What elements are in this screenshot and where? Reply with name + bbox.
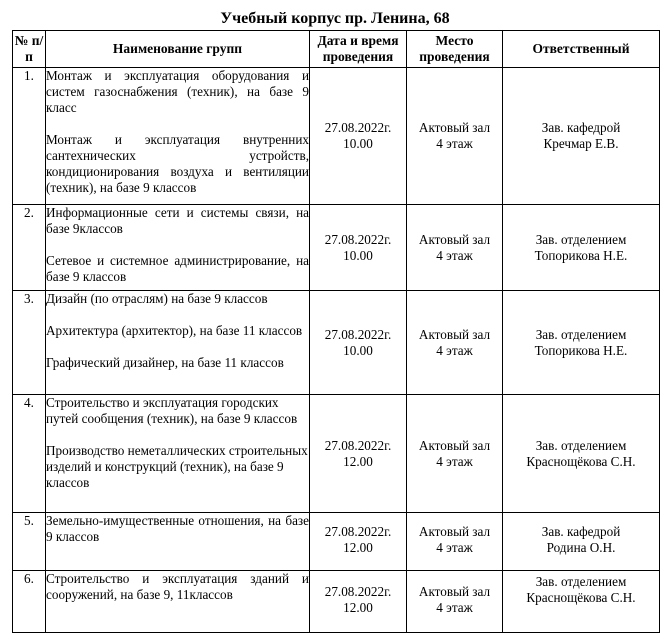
responsible-title: Зав. отделением xyxy=(535,574,627,589)
responsible-title: Зав. отделением xyxy=(535,231,627,247)
place-floor: 4 этаж xyxy=(436,136,473,151)
responsible-cell xyxy=(503,571,660,633)
responsible-title: Зав. отделением xyxy=(535,326,627,342)
group-name: Графический дизайнер, на базе 11 классов xyxy=(46,355,284,370)
event-time: 10.00 xyxy=(343,136,373,151)
place-cell xyxy=(407,571,503,633)
datetime-cell xyxy=(310,571,407,633)
group-name: Монтаж и эксплуатация оборудования и систем газоснабжения (техник), на базе 9 класс xyxy=(46,68,309,115)
table-row xyxy=(13,513,660,571)
event-date: 27.08.2022г. xyxy=(324,583,392,599)
place-floor: 4 этаж xyxy=(436,342,473,358)
responsible-title: Зав. кафедрой xyxy=(541,120,621,135)
group-name: Строительство и эксплуатация зданий и сооружений, на базе 9, 11классов xyxy=(46,571,309,602)
group-name: Производство неметаллических строительных изделий и конструкций (техник), на базе 9 классов xyxy=(46,443,308,490)
event-time: 12.00 xyxy=(343,453,373,469)
place-floor: 4 этаж xyxy=(436,453,473,469)
place-room: Актовый зал xyxy=(418,583,491,599)
event-time: 12.00 xyxy=(343,539,373,555)
event-time: 12.00 xyxy=(343,599,373,615)
place-cell xyxy=(407,513,503,571)
place-room: Актовый зал xyxy=(418,523,491,539)
event-date: 27.08.2022г. xyxy=(324,523,392,539)
header-responsible: Ответственный xyxy=(503,31,660,68)
place-floor: 4 этаж xyxy=(436,247,473,263)
header-place: Место проведения xyxy=(407,31,503,68)
schedule-table xyxy=(12,30,660,633)
place-room: Актовый зал xyxy=(418,120,491,135)
datetime-cell xyxy=(310,205,407,291)
group-name: Строительство и эксплуатация городских путей сообщения (техник), на базе 9 классов xyxy=(46,395,298,426)
event-date: 27.08.2022г. xyxy=(324,231,392,247)
place-floor: 4 этаж xyxy=(436,539,473,555)
place-room: Актовый зал xyxy=(418,231,491,247)
responsible-title: Зав. отделением xyxy=(535,437,627,453)
datetime-cell xyxy=(310,513,407,571)
group-names xyxy=(46,68,310,205)
row-number: 2. xyxy=(13,205,46,291)
responsible-cell xyxy=(503,395,660,513)
group-name: Дизайн (по отраслям) на базе 9 классов xyxy=(46,291,268,306)
responsible-name: Топорикова Н.Е. xyxy=(534,247,628,263)
responsible-cell xyxy=(503,205,660,291)
group-names xyxy=(46,513,310,571)
responsible-name: Родина О.Н. xyxy=(546,539,616,555)
row-number: 4. xyxy=(13,395,46,513)
datetime-cell xyxy=(310,291,407,395)
row-number: 5. xyxy=(13,513,46,571)
group-names xyxy=(46,571,310,633)
responsible-name: Краснощёкова С.Н. xyxy=(526,590,636,605)
event-date: 27.08.2022г. xyxy=(324,326,392,342)
event-time: 10.00 xyxy=(343,247,373,263)
responsible-name: Топорикова Н.Е. xyxy=(534,342,628,358)
responsible-cell xyxy=(503,68,660,205)
place-room: Актовый зал xyxy=(418,437,491,453)
place-cell xyxy=(407,291,503,395)
responsible-name: Краснощёкова С.Н. xyxy=(526,453,636,469)
header-datetime: Дата и время проведения xyxy=(310,31,407,68)
responsible-title: Зав. кафедрой xyxy=(541,523,621,539)
event-date: 27.08.2022г. xyxy=(324,120,392,135)
page-title: Учебный корпус пр. Ленина, 68 xyxy=(220,10,450,27)
group-names xyxy=(46,291,310,395)
table-row xyxy=(13,291,660,395)
group-name: Сетевое и системное администрирование, на базе 9 классов xyxy=(46,253,309,284)
place-floor: 4 этаж xyxy=(436,599,473,615)
group-name: Земельно-имущественные отношения, на базе 9 классов xyxy=(46,513,309,544)
row-number: 6. xyxy=(13,571,46,633)
header-name: Наименование групп xyxy=(46,31,310,68)
table-row xyxy=(13,68,660,205)
event-date: 27.08.2022г. xyxy=(324,437,392,453)
place-cell xyxy=(407,205,503,291)
table-row xyxy=(13,395,660,513)
header-num: № п/п xyxy=(13,31,46,68)
group-name: Информационные сети и системы связи, на базе 9классов xyxy=(46,205,309,236)
responsible-cell xyxy=(503,513,660,571)
responsible-name: Кречмар Е.В. xyxy=(543,136,619,151)
datetime-cell xyxy=(310,395,407,513)
datetime-cell xyxy=(310,68,407,205)
place-cell xyxy=(407,395,503,513)
group-names xyxy=(46,205,310,291)
row-number: 3. xyxy=(13,291,46,395)
group-name: Архитектура (архитектор), на базе 11 классов xyxy=(46,323,303,338)
table-row xyxy=(13,571,660,633)
group-name: Монтаж и эксплуатация внутренних сантехнических устройств, кондиционирования воздуха и вентиляции (техник), на базе 9 классов xyxy=(46,132,309,195)
table-header-row xyxy=(13,31,660,68)
responsible-cell xyxy=(503,291,660,395)
row-number: 1. xyxy=(13,68,46,205)
table-row xyxy=(13,205,660,291)
group-names xyxy=(46,395,310,513)
event-time: 10.00 xyxy=(343,342,373,358)
place-cell xyxy=(407,68,503,205)
place-room: Актовый зал xyxy=(418,326,491,342)
